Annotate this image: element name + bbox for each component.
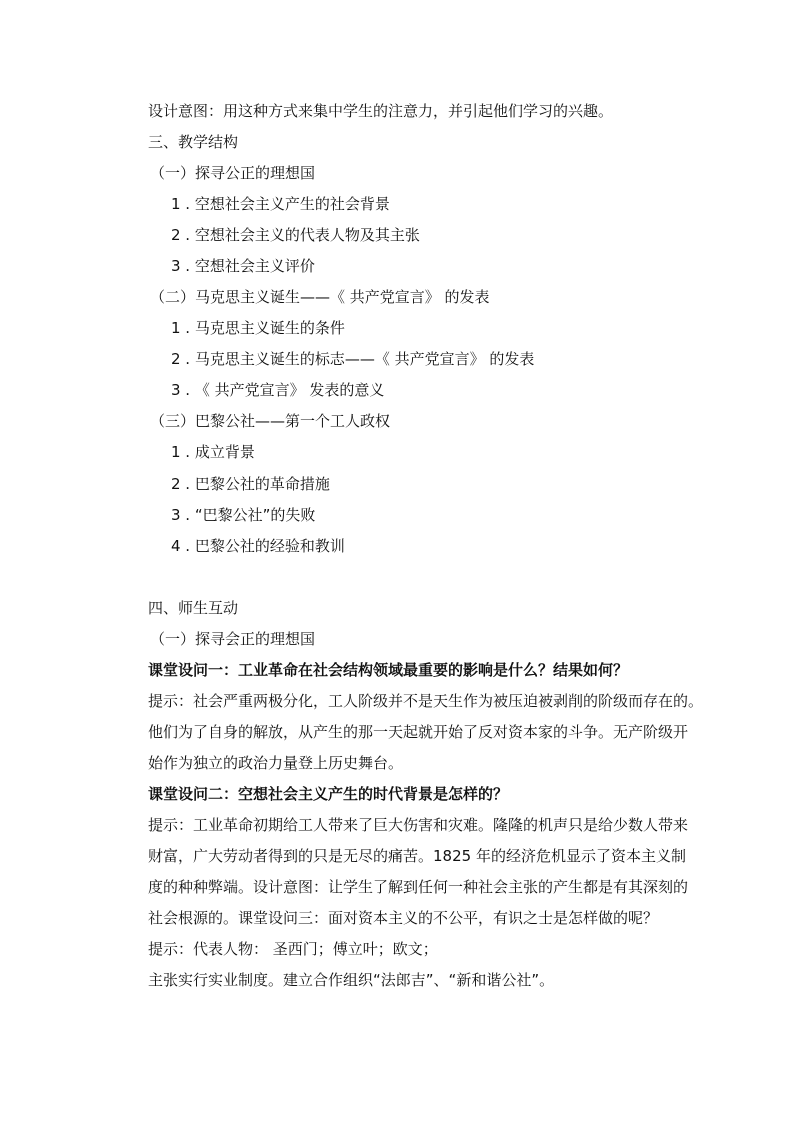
section-3-part-1-item-1: 1 . 空想社会主义产生的社会背景 [171, 195, 390, 213]
question-2-text: 课堂设问二：空想社会主义产生的时代背景是怎样的？ [148, 785, 509, 803]
answer-2-line: 提示：工业革命初期给工人带来了巨大伤害和灾难。隆隆的机声只是给少数人带来 [148, 816, 689, 834]
answer-1-line: 提示：社会严重两极分化，工人阶级并不是天生作为被压迫被剥削的阶级而存在的。 [148, 692, 704, 710]
section-3-part-2-item-3: 3 . 《 共产党宣言》 发表的意义 [171, 381, 385, 399]
section-3-part-2-item-1: 1 . 马克思主义诞生的条件 [171, 319, 345, 337]
section-3-part-3-item-3: 3 . “巴黎公社”的失败 [171, 506, 316, 524]
section-3-part-1-item-2: 2 . 空想社会主义的代表人物及其主张 [171, 226, 420, 244]
answer-2-line: 主张实行实业制度。建立合作组织“法郎吉”、“新和谐公社”。 [148, 971, 555, 989]
section-3-part-1-item-3: 3 . 空想社会主义评价 [171, 257, 315, 275]
answer-1-line: 他们为了自身的解放，从产生的那一天起就开始了反对资本家的斗争。无产阶级开 [148, 723, 689, 741]
answer-2-line: 社会根源的。课堂设问三：面对资本主义的不公平，有识之士是怎样做的呢？ [148, 909, 659, 927]
section-4-part-1-title: （一）探寻会正的理想国 [150, 630, 316, 648]
answer-2 [148, 810, 689, 996]
section-3-part-3-item-1: 1 . 成立背景 [171, 443, 255, 461]
answer-2-line: 提示：代表人物： 圣西门；傅立叶；欧文； [148, 940, 438, 958]
answer-1-line: 始作为独立的政治力量登上历史舞台。 [148, 754, 404, 772]
section-4-title: 四、师生互动 [148, 599, 239, 617]
design-intent-intro: 设计意图：用这种方式来集中学生的注意力，并引起他们学习的兴趣。 [148, 102, 614, 120]
question-1-text: 课堂设问一：工业革命在社会结构领域最重要的影响是什么？结果如何？ [148, 661, 629, 679]
question-2 [148, 784, 508, 804]
section-3-part-3-item-4: 4 . 巴黎公社的经验和教训 [171, 537, 345, 555]
section-3-part-3-item-2: 2 . 巴黎公社的革命措施 [171, 475, 330, 493]
section-3-title: 三、教学结构 [148, 133, 239, 151]
section-3-part-2-title: （二）马克思主义诞生——《 共产党宣言》 的发表 [150, 288, 490, 306]
section-3-part-1-title: （一）探寻公正的理想国 [150, 164, 316, 182]
section-3-part-3-title: （三）巴黎公社——第一个工人政权 [150, 412, 391, 430]
question-1 [148, 660, 628, 680]
answer-2-line: 度的种种弊端。设计意图：让学生了解到任何一种社会主张的产生都是有其深刻的 [148, 878, 689, 896]
answer-1 [148, 686, 704, 779]
answer-2-line: 财富，广大劳动者得到的只是无尽的痛苦。1825 年的经济危机显示了资本主义制 [148, 847, 686, 865]
section-3-part-2-item-2: 2 . 马克思主义诞生的标志——《 共产党宣言》 的发表 [171, 350, 535, 368]
